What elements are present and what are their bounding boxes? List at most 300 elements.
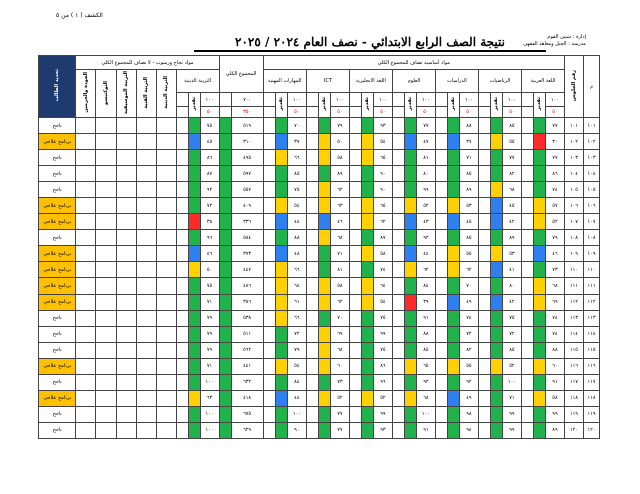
score-cell: ٧١ bbox=[330, 246, 349, 262]
grade-color-cell bbox=[361, 326, 373, 342]
table-row bbox=[39, 342, 600, 358]
total-cell: ٦٣٢ bbox=[231, 374, 263, 390]
score-cell: ٧٥ bbox=[287, 182, 306, 198]
religion-score-cell: ٧٩ bbox=[200, 342, 219, 358]
grade-color-cell bbox=[490, 406, 502, 422]
grade-color-cell bbox=[361, 278, 373, 294]
spacer-cell bbox=[349, 214, 361, 230]
spacer-cell bbox=[478, 310, 490, 326]
total-color-cell bbox=[219, 118, 231, 134]
grade-color-cell bbox=[404, 166, 416, 182]
score-cell: ٧٧ bbox=[416, 118, 435, 134]
score-cell: ٨٠ bbox=[416, 166, 435, 182]
extra-subject-cell bbox=[116, 278, 136, 294]
grade-color-cell bbox=[533, 166, 545, 182]
seat-cell: ١١٥ bbox=[564, 342, 583, 358]
spacer-cell bbox=[306, 246, 318, 262]
grade-color-cell bbox=[447, 230, 459, 246]
total-color-cell bbox=[219, 166, 231, 182]
score-cell: ٧٣ bbox=[545, 262, 564, 278]
spacer-cell bbox=[176, 214, 188, 230]
extra-subject-cell bbox=[136, 310, 156, 326]
min-score: ٥٠ bbox=[200, 107, 219, 118]
grade-color-cell bbox=[361, 262, 373, 278]
spacer-cell bbox=[478, 182, 490, 198]
score-cell: ٥٢ bbox=[373, 390, 392, 406]
score-cell: ٩٩ bbox=[545, 406, 564, 422]
spacer-cell bbox=[263, 390, 275, 406]
grade-color-cell bbox=[188, 390, 200, 406]
extra-subject-cell bbox=[136, 230, 156, 246]
spacer-cell bbox=[306, 107, 318, 118]
spacer-cell bbox=[392, 214, 404, 230]
score-cell: ٦١ bbox=[287, 294, 306, 310]
extra-subject-cell bbox=[76, 310, 96, 326]
total-color-cell bbox=[219, 134, 231, 150]
seat-cell: ١٠٣ bbox=[564, 150, 583, 166]
spacer-cell bbox=[349, 374, 361, 390]
spacer-cell bbox=[435, 358, 447, 374]
extra-subject-cell bbox=[76, 262, 96, 278]
subject-religion: التربية الدينية bbox=[176, 70, 219, 93]
total-cell: ٥١٩ bbox=[231, 118, 263, 134]
grade-color-cell bbox=[404, 422, 416, 438]
total-cell: ٥٨٤ bbox=[231, 230, 263, 246]
score-cell: ٦٨ bbox=[330, 230, 349, 246]
score-cell: ٥٣ bbox=[459, 198, 478, 214]
score-cell: ٧٠ bbox=[459, 278, 478, 294]
grade-color-cell bbox=[404, 326, 416, 342]
seat-cell: ١١١ bbox=[564, 278, 583, 294]
score-cell: ٤٣ bbox=[416, 214, 435, 230]
seat-cell: ١١٩ bbox=[564, 406, 583, 422]
max-score: ١٠٠ bbox=[459, 93, 478, 107]
extra-music: التربية الموسيقية bbox=[116, 70, 136, 118]
spacer-cell bbox=[263, 230, 275, 246]
grade-color-cell bbox=[318, 374, 330, 390]
score-cell: ٥٤ bbox=[287, 198, 306, 214]
extra-subject-cell bbox=[136, 150, 156, 166]
extra-subject-cell bbox=[156, 422, 176, 438]
grade-color-cell bbox=[447, 214, 459, 230]
score-cell: ٥٤ bbox=[373, 134, 392, 150]
score-cell: ٧٠ bbox=[330, 310, 349, 326]
score-cell: ٦٢ bbox=[459, 262, 478, 278]
max-score: ١٠٠ bbox=[502, 93, 521, 107]
grade-color-cell bbox=[275, 246, 287, 262]
spacer-cell bbox=[478, 406, 490, 422]
score-cell: ٧٤ bbox=[545, 310, 564, 326]
spacer-cell bbox=[521, 230, 533, 246]
subject-arabic: اللغة العربية bbox=[521, 70, 564, 93]
score-cell: ٩٤ bbox=[459, 422, 478, 438]
spacer-cell bbox=[349, 182, 361, 198]
min-score: ٥٠ bbox=[502, 107, 521, 118]
grade-color-cell bbox=[404, 374, 416, 390]
spacer-cell bbox=[392, 390, 404, 406]
grade-color-cell bbox=[188, 310, 200, 326]
spacer-cell bbox=[306, 406, 318, 422]
status-cell: برنامج علاجي bbox=[39, 134, 76, 150]
spacer-cell bbox=[392, 294, 404, 310]
score-cell: ٤٤ bbox=[287, 390, 306, 406]
spacer-cell bbox=[349, 294, 361, 310]
grade-color-cell bbox=[404, 150, 416, 166]
religion-score-cell: ٧٥ bbox=[200, 118, 219, 134]
spacer-cell bbox=[263, 294, 275, 310]
grade-color-cell bbox=[447, 342, 459, 358]
religion-score-cell: ١٠٠ bbox=[200, 374, 219, 390]
religion-score-cell: ٤٦ bbox=[200, 246, 219, 262]
extra-subject-cell bbox=[116, 390, 136, 406]
extra-subject-cell bbox=[96, 278, 116, 294]
score-cell: ٧٥ bbox=[502, 310, 521, 326]
grade-color-cell bbox=[275, 198, 287, 214]
score-cell: ٥٨ bbox=[545, 390, 564, 406]
extra-quality: الجودة والجرمين bbox=[76, 70, 96, 118]
grade-color-cell bbox=[361, 118, 373, 134]
spacer-cell bbox=[349, 262, 361, 278]
total-color-cell bbox=[219, 406, 231, 422]
spacer-cell bbox=[306, 134, 318, 150]
grade-color-cell bbox=[361, 374, 373, 390]
extra-subject-cell bbox=[156, 150, 176, 166]
extra-subject-cell bbox=[76, 406, 96, 422]
spacer-cell bbox=[306, 310, 318, 326]
score-cell: ٦٨ bbox=[502, 182, 521, 198]
score-cell: ٧٩ bbox=[330, 118, 349, 134]
spacer-cell bbox=[263, 246, 275, 262]
extra-subject-cell bbox=[116, 310, 136, 326]
extra-subject-cell bbox=[156, 326, 176, 342]
score-cell: ٩٣ bbox=[373, 118, 392, 134]
spacer-cell bbox=[521, 406, 533, 422]
extra-subject-cell bbox=[156, 134, 176, 150]
status-cell: برنامج علاجي bbox=[39, 214, 76, 230]
extra-subject-cell bbox=[136, 214, 156, 230]
score-cell: ٨٤ bbox=[287, 374, 306, 390]
table-row bbox=[39, 166, 600, 182]
score-cell: ٦٥ bbox=[373, 150, 392, 166]
score-cell: ٦٩ bbox=[545, 294, 564, 310]
grade-color-cell bbox=[404, 214, 416, 230]
spacer-cell bbox=[521, 422, 533, 438]
grade-color-cell bbox=[490, 230, 502, 246]
grade-color-cell bbox=[404, 390, 416, 406]
extra-subject-cell bbox=[76, 374, 96, 390]
extra-subject-cell bbox=[156, 406, 176, 422]
grade-color-cell bbox=[361, 134, 373, 150]
score-cell: ٤٧ bbox=[416, 134, 435, 150]
score-cell: ٧٤ bbox=[545, 182, 564, 198]
extra-subject-cell bbox=[156, 294, 176, 310]
score-cell: ٤٦ bbox=[330, 214, 349, 230]
spacer-cell bbox=[435, 310, 447, 326]
grade-color-cell bbox=[490, 278, 502, 294]
grade-color-cell bbox=[447, 406, 459, 422]
spacer-cell bbox=[306, 230, 318, 246]
spacer-cell bbox=[435, 166, 447, 182]
grade-color-cell bbox=[490, 326, 502, 342]
grade-color-cell bbox=[447, 374, 459, 390]
religion-score-cell: ٩٢ bbox=[200, 182, 219, 198]
religion-score-cell: ٧١ bbox=[200, 358, 219, 374]
extra-subject-cell bbox=[116, 262, 136, 278]
table-row bbox=[39, 214, 600, 230]
score-cell: ٨٥ bbox=[287, 166, 306, 182]
score-cell: ٩١ bbox=[416, 422, 435, 438]
status-cell: ناجح bbox=[39, 150, 76, 166]
grade-color-cell bbox=[490, 150, 502, 166]
grade-color-cell bbox=[318, 166, 330, 182]
serial-cell: ١٠٦ bbox=[583, 198, 599, 214]
grade-color-cell bbox=[318, 342, 330, 358]
grade-color-cell bbox=[404, 118, 416, 134]
extra-subject-cell bbox=[96, 390, 116, 406]
grade-color-cell bbox=[188, 198, 200, 214]
score-cell: ٨٩ bbox=[459, 182, 478, 198]
grade-color-cell bbox=[533, 150, 545, 166]
extra-subject-cell bbox=[96, 342, 116, 358]
spacer-cell bbox=[306, 390, 318, 406]
grade-color-cell bbox=[447, 326, 459, 342]
page-label: الكشف ( ١ ) من ٥ bbox=[56, 12, 103, 19]
spacer-cell bbox=[521, 342, 533, 358]
score-cell: ٤٤ bbox=[416, 246, 435, 262]
min-score: ٥٠ bbox=[373, 107, 392, 118]
score-cell: ٧٢ bbox=[287, 326, 306, 342]
grade-color-cell bbox=[318, 422, 330, 438]
min-score: ٥٠ bbox=[416, 107, 435, 118]
score-cell: ٩٠ bbox=[373, 182, 392, 198]
grade-color-cell bbox=[533, 230, 545, 246]
grade-color-cell bbox=[361, 214, 373, 230]
extra-subject-cell bbox=[116, 374, 136, 390]
grade-color-cell bbox=[188, 342, 200, 358]
spacer-cell bbox=[521, 294, 533, 310]
extra-subject-cell bbox=[136, 166, 156, 182]
grade-color-cell bbox=[533, 214, 545, 230]
spacer-cell bbox=[392, 230, 404, 246]
score-cell: ٥٥ bbox=[459, 358, 478, 374]
extra-subject-cell bbox=[156, 262, 176, 278]
status-header: تحديد الطالب bbox=[39, 56, 76, 118]
spacer-cell bbox=[435, 390, 447, 406]
spacer-cell bbox=[521, 93, 533, 107]
grade-color-cell bbox=[275, 166, 287, 182]
total-cell: ٥١١ bbox=[231, 326, 263, 342]
grade-header: تقدير bbox=[318, 93, 330, 118]
spacer-cell bbox=[521, 358, 533, 374]
seat-header: رقم الجلوس bbox=[564, 56, 583, 118]
grade-color-cell bbox=[447, 182, 459, 198]
spacer-cell bbox=[263, 198, 275, 214]
spacer-cell bbox=[435, 230, 447, 246]
grade-color-cell bbox=[447, 166, 459, 182]
grade-color-cell bbox=[404, 278, 416, 294]
extra-subject-cell bbox=[116, 246, 136, 262]
total-min: ٣٥٠ bbox=[231, 107, 263, 118]
spacer-cell bbox=[392, 358, 404, 374]
total-cell: ٥٩٧ bbox=[231, 166, 263, 182]
serial-cell: ١٠٤ bbox=[583, 166, 599, 182]
spacer-cell bbox=[306, 342, 318, 358]
status-cell: برنامج علاجي bbox=[39, 390, 76, 406]
table-row bbox=[39, 390, 600, 406]
score-cell: ٧١ bbox=[459, 150, 478, 166]
spacer-cell bbox=[392, 182, 404, 198]
spacer-cell bbox=[176, 93, 188, 107]
spacer-cell bbox=[435, 374, 447, 390]
max-score: ١٠٠ bbox=[200, 93, 219, 107]
score-cell: ٨٩ bbox=[545, 422, 564, 438]
spacer-cell bbox=[478, 246, 490, 262]
score-cell: ٨٢ bbox=[459, 342, 478, 358]
extra-subject-cell bbox=[96, 326, 116, 342]
extra-subject-cell bbox=[136, 358, 156, 374]
serial-cell: ١١٢ bbox=[583, 294, 599, 310]
spacer-cell bbox=[478, 358, 490, 374]
spacer-cell bbox=[349, 134, 361, 150]
grade-color-cell bbox=[361, 342, 373, 358]
score-cell: ٨٠ bbox=[502, 278, 521, 294]
spacer-cell bbox=[392, 118, 404, 134]
score-cell: ٦٨ bbox=[416, 390, 435, 406]
extra-subject-cell bbox=[76, 182, 96, 198]
status-cell: برنامج علاجي bbox=[39, 278, 76, 294]
grade-color-cell bbox=[447, 150, 459, 166]
extra-subject-cell bbox=[76, 422, 96, 438]
grade-color-cell bbox=[318, 262, 330, 278]
seat-cell: ١١٣ bbox=[564, 310, 583, 326]
subject-english: اللغة الانجليزية bbox=[349, 70, 392, 93]
table-row bbox=[39, 310, 600, 326]
spacer-cell bbox=[521, 150, 533, 166]
score-cell: ٩٠ bbox=[287, 422, 306, 438]
grade-color-cell bbox=[361, 406, 373, 422]
spacer-cell bbox=[392, 326, 404, 342]
religion-score-cell: ١٠٠ bbox=[200, 406, 219, 422]
grade-color-cell bbox=[318, 294, 330, 310]
status-cell: ناجح bbox=[39, 182, 76, 198]
spacer-cell bbox=[176, 374, 188, 390]
admin-line-2: مدرسة : الجبل ومعاهد الفقهي bbox=[523, 41, 586, 47]
extra-subject-cell bbox=[76, 278, 96, 294]
total-color-cell bbox=[219, 278, 231, 294]
score-cell: ٨٥ bbox=[459, 166, 478, 182]
spacer-cell bbox=[176, 246, 188, 262]
extra-subject-cell bbox=[136, 374, 156, 390]
score-cell: ٦٤ bbox=[373, 278, 392, 294]
score-cell: ٧٤ bbox=[373, 262, 392, 278]
grade-color-cell bbox=[188, 166, 200, 182]
grade-color-cell bbox=[275, 310, 287, 326]
grade-color-cell bbox=[490, 310, 502, 326]
pass-subjects-header: مواد نجاح ورسوب - لا تضاف للمجموع الكلي bbox=[76, 56, 219, 70]
serial-header: م bbox=[583, 56, 599, 118]
score-cell: ٩٢ bbox=[416, 374, 435, 390]
spacer-cell bbox=[263, 422, 275, 438]
extra-subject-cell bbox=[156, 166, 176, 182]
extra-subject-cell bbox=[116, 198, 136, 214]
score-cell: ٨١ bbox=[416, 150, 435, 166]
grade-color-cell bbox=[275, 230, 287, 246]
spacer-cell bbox=[392, 134, 404, 150]
max-score: ١٠٠ bbox=[287, 93, 306, 107]
spacer-cell bbox=[521, 214, 533, 230]
spacer-cell bbox=[349, 107, 361, 118]
extra-subject-cell bbox=[156, 310, 176, 326]
spacer-cell bbox=[478, 326, 490, 342]
grade-color-cell bbox=[447, 310, 459, 326]
grade-color-cell bbox=[275, 390, 287, 406]
grade-color-cell bbox=[188, 262, 200, 278]
score-cell: ٨٩ bbox=[330, 166, 349, 182]
extra-subject-cell bbox=[96, 422, 116, 438]
extra-subject-cell bbox=[136, 134, 156, 150]
total-cell: ٤٤١ bbox=[231, 358, 263, 374]
score-cell: ٨٤ bbox=[416, 278, 435, 294]
spacer-cell bbox=[349, 230, 361, 246]
grade-color-cell bbox=[447, 358, 459, 374]
total-cell: ٣٨٦ bbox=[231, 294, 263, 310]
spacer-cell bbox=[435, 342, 447, 358]
serial-cell: ١١٣ bbox=[583, 310, 599, 326]
spacer-cell bbox=[176, 326, 188, 342]
grade-color-cell bbox=[447, 246, 459, 262]
subject-social: الدراسات bbox=[435, 70, 478, 93]
spacer-cell bbox=[478, 214, 490, 230]
extra-subject-cell bbox=[76, 214, 96, 230]
score-cell: ٩٢ bbox=[459, 374, 478, 390]
spacer-cell bbox=[263, 406, 275, 422]
spacer-cell bbox=[392, 278, 404, 294]
extra-subject-cell bbox=[96, 294, 116, 310]
spacer-cell bbox=[219, 107, 231, 118]
spacer-cell bbox=[263, 342, 275, 358]
grade-color-cell bbox=[188, 134, 200, 150]
religion-score-cell: ٧٢ bbox=[200, 198, 219, 214]
extra-subject-cell bbox=[96, 246, 116, 262]
grade-color-cell bbox=[404, 230, 416, 246]
spacer-cell bbox=[435, 262, 447, 278]
grade-color-cell bbox=[275, 342, 287, 358]
grade-color-cell bbox=[533, 342, 545, 358]
score-cell: ٩٩ bbox=[416, 182, 435, 198]
spacer-cell bbox=[263, 262, 275, 278]
spacer-cell bbox=[349, 310, 361, 326]
spacer-cell bbox=[521, 134, 533, 150]
grade-color-cell bbox=[533, 262, 545, 278]
spacer-cell bbox=[349, 166, 361, 182]
extra-subject-cell bbox=[76, 342, 96, 358]
grade-color-cell bbox=[533, 422, 545, 438]
spacer-cell bbox=[263, 134, 275, 150]
status-cell: برنامج علاجي bbox=[39, 262, 76, 278]
score-cell: ٩٩ bbox=[373, 326, 392, 342]
extra-subject-cell bbox=[96, 166, 116, 182]
spacer-cell bbox=[521, 246, 533, 262]
total-cell: ٣١٠ bbox=[231, 134, 263, 150]
spacer-cell bbox=[176, 358, 188, 374]
total-cell: ٥٣٨ bbox=[231, 310, 263, 326]
score-cell: ٧٧ bbox=[545, 150, 564, 166]
grade-color-cell bbox=[404, 310, 416, 326]
score-cell: ٣٩ bbox=[416, 294, 435, 310]
extra-subject-cell bbox=[136, 422, 156, 438]
spacer-cell bbox=[176, 198, 188, 214]
spacer-cell bbox=[392, 310, 404, 326]
